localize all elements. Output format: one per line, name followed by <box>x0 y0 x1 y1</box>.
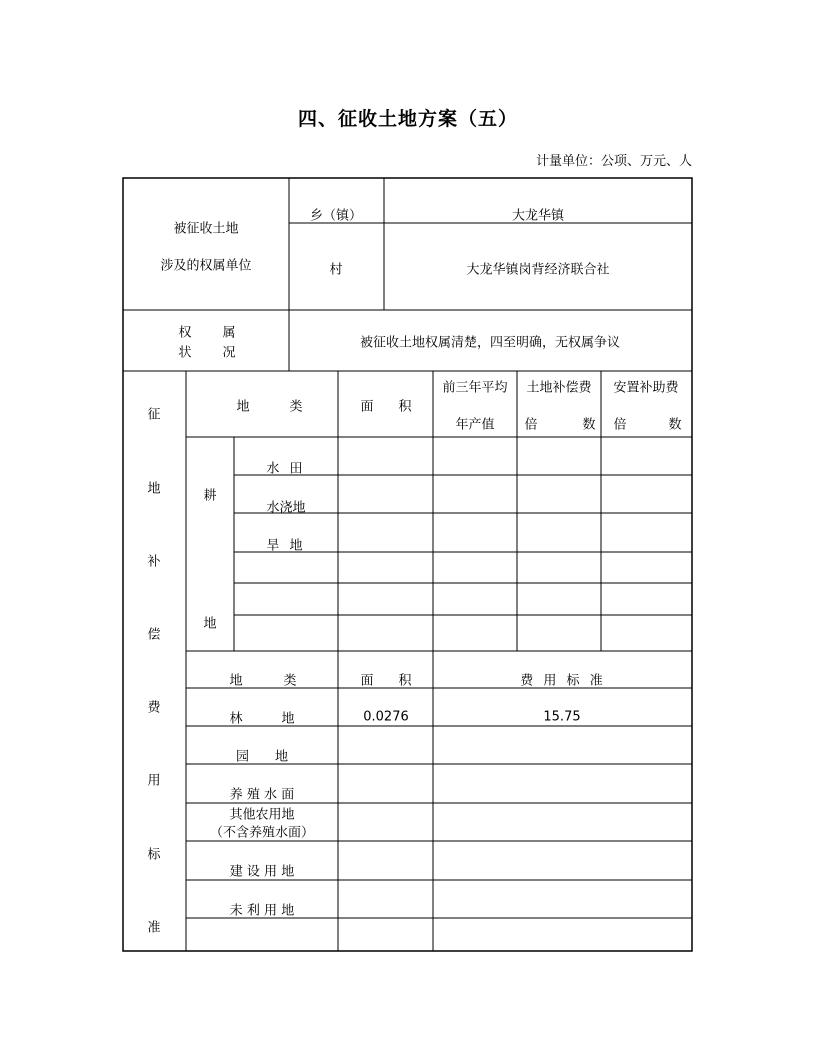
header2-standard: 费 用 标 准 <box>520 673 606 689</box>
row-land-type: 其他农用地 <box>229 807 295 823</box>
row-land-type: 未 利 用 地 <box>229 903 295 919</box>
side-char: 补 <box>147 554 161 570</box>
header-resettle: 安置补助费 <box>613 380 679 396</box>
header-area-char: 积 <box>398 399 412 415</box>
status-label-char: 况 <box>222 345 236 361</box>
side-char: 准 <box>147 920 161 936</box>
side-char: 地 <box>147 481 161 497</box>
status-value: 被征收土地权属清楚，四至明确，无权属争议 <box>359 335 621 351</box>
row-standard: 15.75 <box>543 709 581 725</box>
side-char: 费 <box>147 700 161 716</box>
farmland-row-label: 旱 地 <box>266 538 306 554</box>
header-area-char: 面 <box>360 399 374 415</box>
side-char: 偿 <box>147 627 161 643</box>
header-land-comp-char: 倍 <box>524 417 538 433</box>
header-land-comp-char: 数 <box>582 417 596 433</box>
row-land-type-note: （不含养殖水面） <box>209 825 315 841</box>
side-char: 用 <box>147 773 161 789</box>
row-land-type: 建 设 用 地 <box>229 864 295 880</box>
row-land-type: 林 地 <box>229 711 295 727</box>
header-avg-output: 前三年平均 <box>442 380 508 396</box>
side-char: 征 <box>147 407 161 423</box>
header-avg-output: 年产值 <box>455 417 495 433</box>
unit-note: 计量单位：公项、万元、人 <box>535 154 692 169</box>
farmland-label-char: 地 <box>203 616 217 632</box>
header-resettle-char: 数 <box>668 417 682 433</box>
farmland-row-label: 水浇地 <box>266 500 306 516</box>
township-label: 乡（镇） <box>309 208 363 224</box>
ownership-label-line1: 被征收土地 <box>173 221 239 237</box>
row-area: 0.0276 <box>363 709 409 725</box>
header-land-type-char: 地 <box>236 399 250 415</box>
status-label-char: 属 <box>222 325 236 341</box>
header2-land-type-char: 类 <box>283 673 297 689</box>
header2-area-char: 面 <box>360 673 374 689</box>
row-land-type: 园 地 <box>235 749 289 765</box>
status-label-char: 状 <box>178 345 192 361</box>
village-value: 大龙华镇岗背经济联合社 <box>466 262 610 278</box>
status-label-char: 权 <box>178 325 192 341</box>
page-title: 四、征收土地方案（五） <box>297 108 518 130</box>
header2-land-type-char: 地 <box>229 673 243 689</box>
side-char: 标 <box>147 847 161 863</box>
header-resettle-char: 倍 <box>613 417 627 433</box>
farmland-label-char: 耕 <box>203 488 217 504</box>
header-land-type-char: 类 <box>289 399 303 415</box>
header-land-comp: 土地补偿费 <box>526 380 592 396</box>
row-land-type: 养 殖 水 面 <box>229 787 295 803</box>
header2-area-char: 积 <box>398 673 412 689</box>
ownership-label-line2: 涉及的权属单位 <box>160 258 252 274</box>
township-value: 大龙华镇 <box>511 208 565 224</box>
farmland-row-label: 水 田 <box>266 461 306 477</box>
village-label: 村 <box>329 262 343 278</box>
